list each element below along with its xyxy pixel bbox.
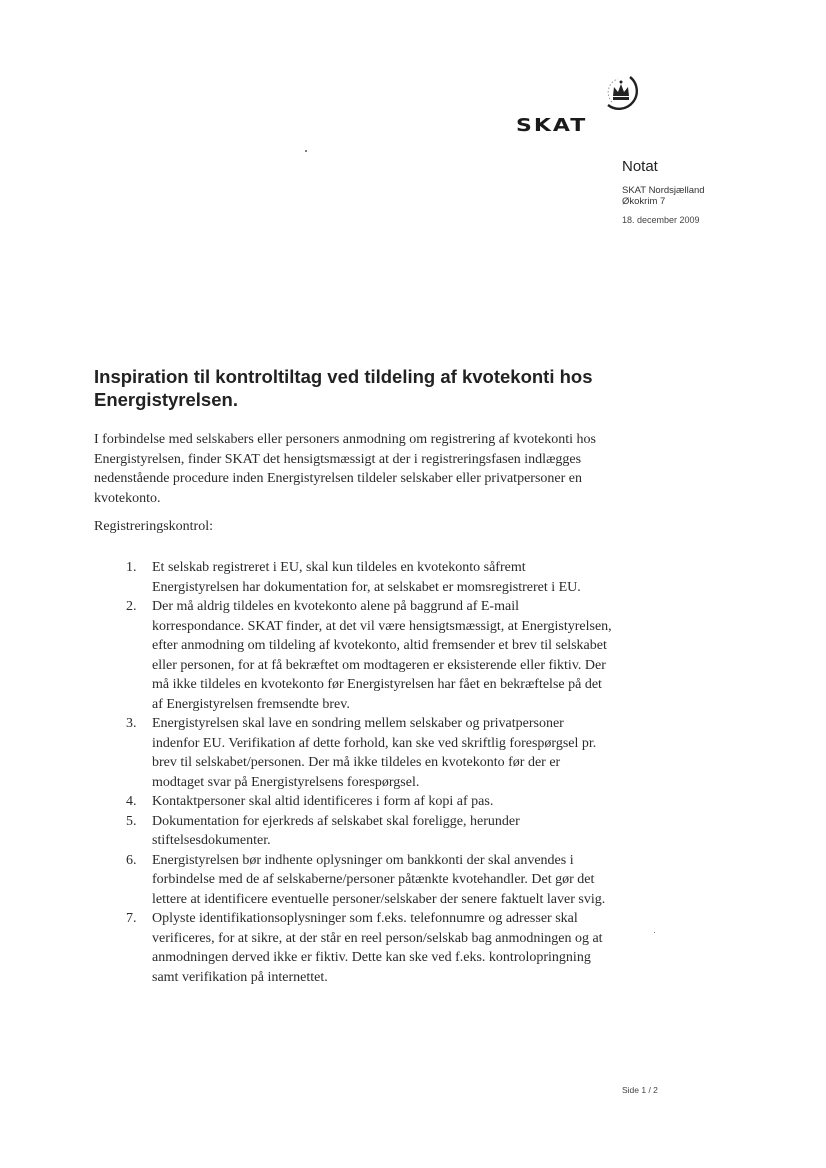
- list-number: 5.: [126, 813, 137, 829]
- list-text: Der må aldrig tildeles en kvotekonto alene på baggrund af E-mail korrespondance. SKAT finder, at det vil være hensigtsmæssigt, at Energistyrelsen, efter anmodning om tildeling af kvotekonto, altid fremsender et brev til selskabet eller personen, for at få bekræftet om modtageren er eksisterende eller fiktiv. Der må ikke tildeles en kvotekonto før Energistyrelsen har fået en bekræftelse på det af Energistyrelsen fremsendte brev.: [152, 599, 612, 712]
- logo-wordmark: SKAT: [516, 116, 588, 136]
- section-subheading: Registreringskontrol:: [94, 519, 213, 534]
- page-number: Side 1 / 2: [622, 1085, 658, 1095]
- list-text: Et selskab registreret i EU, skal kun tildeles en kvotekonto såfremt Energistyrelsen har dokumentation for, at selskabet er momsregistreret i EU.: [152, 560, 581, 595]
- list-number: 7.: [126, 911, 137, 926]
- list-item: [126, 558, 614, 597]
- list-item: [126, 714, 614, 792]
- skat-logo: [516, 72, 626, 142]
- memo-meta: [622, 158, 705, 225]
- intro-paragraph: I forbindelse med selskabers eller personers anmodning om registrering af kvotekonti hos Energistyrelsen, finder SKAT det hensigtsmæssigt at der i registreringsfasen indlægges nedenstående procedure inden Energistyrelsen tildeler selskaber eller privatpersoner en kvotekonto.: [94, 432, 596, 506]
- memo-type: Notat: [622, 158, 658, 175]
- list-item: [126, 851, 614, 910]
- scan-speck: [305, 150, 307, 152]
- document-heading: Inspiration til kontroltiltag ved tildeling af kvotekonti hos Energistyrelsen.: [94, 366, 593, 410]
- list-text: Energistyrelsen bør indhente oplysninger om bankkonti der skal anvendes i forbindelse med de af selskaberne/personer påtænkte kvotehandler. Det gør det lettere at identificere eventuelle personer/selskaber der senere faktuelt laver svig.: [152, 852, 606, 907]
- department-name: Økokrim 7: [622, 196, 666, 207]
- list-number: 6.: [126, 852, 137, 868]
- crown-icon: [600, 72, 642, 114]
- list-number: 1.: [126, 560, 137, 575]
- list-number: 3.: [126, 716, 137, 731]
- list-item: [126, 792, 614, 812]
- list-text: Energistyrelsen skal lave en sondring mellem selskaber og privatpersoner indenfor EU. Verifikation af dette forhold, kan ske ved skriftlig forespørgsel pr. brev til selskabet/personen. Der må ikke tildeles en kvotekonto før der er modtaget svar på Energistyrelsens forespørgsel.: [152, 716, 597, 790]
- list-number: 4.: [126, 794, 137, 809]
- list-item: [126, 597, 614, 714]
- list-number: 2.: [126, 599, 137, 614]
- scan-speck: [654, 932, 655, 933]
- list-text: Oplyste identifikationsoplysninger som f.eks. telefonnumre og adresser skal verificeres, for at sikre, at der står en reel person/selskab bag anmodningen og at anmodningen derved ikke er fiktiv. Dette kan ske ved f.eks. kontrolopringning samt verifikation på internettet.: [152, 911, 603, 985]
- list-text: Kontaktpersoner skal altid identificeres i form af kopi af pas.: [152, 794, 494, 809]
- list-text: Dokumentation for ejerkreds af selskabet skal foreligge, herunder stiftelsesdokumenter.: [152, 813, 520, 848]
- memo-date: 18. december 2009: [622, 215, 700, 225]
- control-list: [126, 558, 614, 987]
- list-item: [126, 812, 614, 851]
- office-name: SKAT Nordsjælland: [622, 185, 705, 196]
- list-item: [126, 909, 614, 987]
